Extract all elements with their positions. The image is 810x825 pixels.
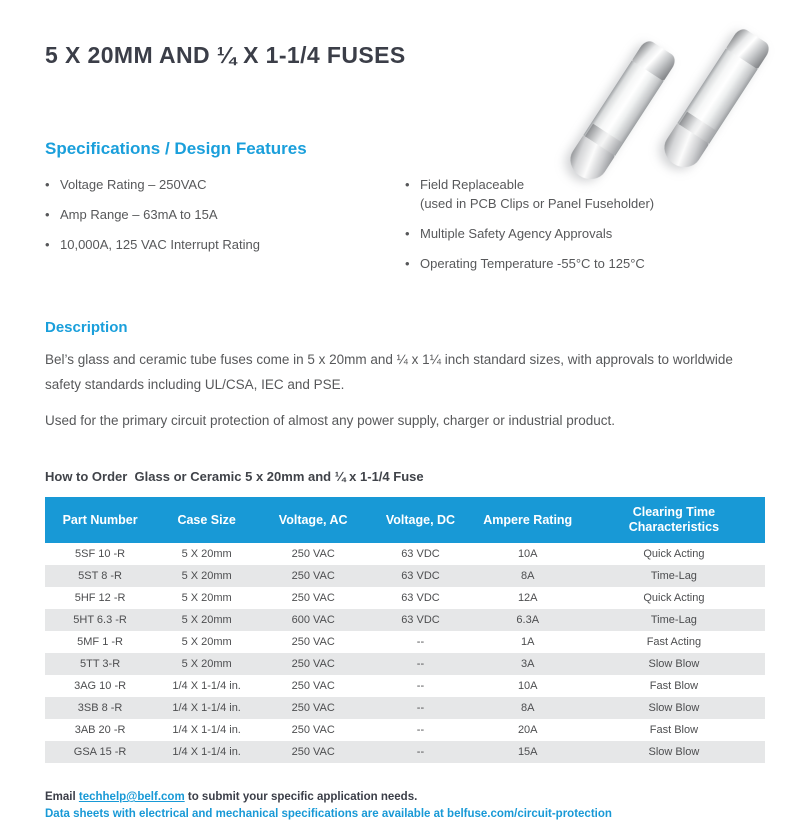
cell-voltage-ac: 250 VAC: [291, 702, 335, 714]
cell-case-size: 5 X 20mm: [181, 658, 232, 670]
spec-item: [45, 205, 405, 224]
order-table-body: [45, 543, 765, 763]
cell-case-size: 5 X 20mm: [181, 614, 232, 626]
spec-item-label: 10,000A, 125 VAC Interrupt Rating: [60, 237, 260, 252]
cell-part-number: 5HT 6.3 -R: [73, 614, 127, 626]
fuse-glass-body: [583, 61, 663, 156]
cell-voltage-ac: 250 VAC: [291, 746, 335, 758]
cell-voltage-ac: 600 VAC: [291, 614, 335, 626]
table-row: [45, 565, 765, 587]
cell-case-size: 1/4 X 1-1/4 in.: [172, 680, 241, 692]
cell-part-number: 5HF 12 -R: [74, 592, 126, 604]
spec-item-label: Multiple Safety Agency Approvals: [420, 226, 613, 241]
order-table: [45, 497, 765, 763]
cell-clearing-time: Slow Blow: [648, 746, 700, 758]
cell-clearing-time: Quick Acting: [643, 548, 705, 560]
cell-case-size: 5 X 20mm: [181, 592, 232, 604]
cell-case-size: 1/4 X 1-1/4 in.: [172, 746, 241, 758]
datasheet-note-line: [45, 806, 765, 823]
order-table-heading: How to Order Glass or Ceramic 5 x 20mm and ¼ x 1-1/4 Fuse: [45, 469, 424, 484]
cell-voltage-dc: --: [416, 658, 425, 670]
column-header-case-size: Case Size: [155, 497, 258, 543]
cell-part-number: 5TT 3-R: [80, 658, 121, 670]
page-footer: [45, 789, 765, 823]
glass-fuse-image-right: [658, 26, 773, 174]
spec-item-line2: (used in PCB Clips or Panel Fuseholder): [420, 196, 655, 211]
cell-part-number: 5ST 8 -R: [78, 570, 122, 582]
cell-voltage-dc: --: [416, 636, 425, 648]
fuse-product-photo: [558, 20, 810, 198]
table-row: [45, 719, 765, 741]
bullet-icon: •: [405, 226, 410, 241]
spec-item-label: Voltage Rating – 250VAC: [60, 177, 207, 192]
glass-fuse-image-left: [564, 38, 679, 186]
spec-column-left: [45, 175, 405, 284]
spec-item-line1: Field Replaceable: [420, 177, 525, 192]
cell-clearing-time: Time-Lag: [650, 614, 697, 626]
email-line: [45, 789, 765, 806]
table-row: [45, 675, 765, 697]
cell-voltage-dc: --: [416, 746, 425, 758]
cell-case-size: 1/4 X 1-1/4 in.: [172, 702, 241, 714]
email-suffix: to submit your specific application needs.: [184, 791, 418, 803]
cell-case-size: 5 X 20mm: [181, 636, 232, 648]
specifications-heading: Specifications / Design Features: [45, 139, 307, 158]
table-row: [45, 543, 765, 565]
cell-voltage-dc: 63 VDC: [401, 570, 440, 582]
header-row: [45, 497, 765, 543]
email-prefix: Email: [45, 791, 79, 803]
cell-ampere-rating: 15A: [517, 746, 538, 758]
table-row: [45, 653, 765, 675]
cell-clearing-time: Slow Blow: [648, 658, 700, 670]
cell-voltage-ac: 250 VAC: [291, 658, 335, 670]
column-header-ampere-rating: Ampere Rating: [473, 497, 583, 543]
cell-case-size: 5 X 20mm: [181, 548, 232, 560]
cell-part-number: 5MF 1 -R: [77, 636, 123, 648]
cell-ampere-rating: 6.3A: [516, 614, 540, 626]
column-header-part-number: Part Number: [45, 497, 155, 543]
cell-ampere-rating: 1A: [521, 636, 535, 648]
fuse-glass-body: [677, 49, 757, 144]
cell-clearing-time: Time-Lag: [650, 570, 697, 582]
cell-case-size: 5 X 20mm: [181, 570, 232, 582]
bullet-icon: •: [45, 237, 50, 252]
cell-part-number: GSA 15 -R: [73, 746, 127, 758]
spec-item: [45, 175, 405, 194]
cell-case-size: 1/4 X 1-1/4 in.: [172, 724, 241, 736]
cell-clearing-time: Fast Blow: [649, 680, 699, 692]
cell-ampere-rating: 10A: [517, 548, 538, 560]
spec-item: [405, 254, 765, 273]
column-header-clearing-time: Clearing Time Characteristics: [583, 497, 765, 543]
table-row: [45, 697, 765, 719]
cell-part-number: 3AG 10 -R: [74, 680, 127, 692]
cell-ampere-rating: 12A: [517, 592, 538, 604]
cell-voltage-dc: --: [416, 702, 425, 714]
cell-voltage-dc: 63 VDC: [401, 548, 440, 560]
description-paragraph: Bel’s glass and ceramic tube fuses come in 5 x 20mm and ¼ x 1¼ inch standard sizes, with approvals to worldwide safety standards including UL/CSA, IEC and PSE.: [45, 352, 733, 392]
bullet-icon: •: [45, 207, 50, 222]
datasheet-prefix: Data sheets with electrical and mechanical specifications are available at: [45, 808, 448, 820]
cell-ampere-rating: 20A: [517, 724, 538, 736]
bullet-icon: •: [405, 256, 410, 271]
spec-item-label: Amp Range – 63mA to 15A: [60, 207, 218, 222]
table-row: [45, 609, 765, 631]
cell-ampere-rating: 3A: [521, 658, 535, 670]
column-header-voltage-dc: Voltage, DC: [368, 497, 472, 543]
cell-voltage-ac: 250 VAC: [291, 680, 335, 692]
page-title: 5 X 20MM AND ¼ X 1-1/4 FUSES: [45, 42, 406, 68]
bullet-icon: •: [405, 177, 410, 192]
column-header-voltage-ac: Voltage, AC: [258, 497, 368, 543]
cell-clearing-time: Fast Blow: [649, 724, 699, 736]
bullet-icon: •: [45, 177, 50, 192]
cell-voltage-dc: --: [416, 680, 425, 692]
cell-voltage-ac: 250 VAC: [291, 570, 335, 582]
datasheet-link[interactable]: belfuse.com/circuit-protection: [447, 808, 612, 820]
cell-ampere-rating: 8A: [521, 702, 535, 714]
cell-voltage-ac: 250 VAC: [291, 636, 335, 648]
cell-voltage-dc: 63 VDC: [401, 592, 440, 604]
order-table-header: [45, 497, 765, 543]
description-heading: Description: [45, 319, 128, 336]
cell-voltage-ac: 250 VAC: [291, 724, 335, 736]
cell-ampere-rating: 10A: [517, 680, 538, 692]
cell-part-number: 5SF 10 -R: [75, 548, 126, 560]
cell-ampere-rating: 8A: [521, 570, 535, 582]
spec-item-label: Operating Temperature -55°C to 125°C: [420, 256, 645, 271]
table-row: [45, 587, 765, 609]
table-row: [45, 631, 765, 653]
cell-voltage-dc: 63 VDC: [401, 614, 440, 626]
cell-clearing-time: Slow Blow: [648, 702, 700, 714]
cell-clearing-time: Quick Acting: [643, 592, 705, 604]
cell-part-number: 3AB 20 -R: [74, 724, 126, 736]
cell-part-number: 3SB 8 -R: [77, 702, 123, 714]
cell-voltage-ac: 250 VAC: [291, 592, 335, 604]
table-row: [45, 741, 765, 763]
email-link[interactable]: techhelp@belf.com: [78, 791, 185, 803]
cell-clearing-time: Fast Acting: [646, 636, 702, 648]
spec-item: [45, 235, 405, 254]
description-paragraph: Used for the primary circuit protection of almost any power supply, charger or industrial product.: [45, 413, 615, 428]
cell-voltage-dc: --: [416, 724, 425, 736]
cell-voltage-ac: 250 VAC: [291, 548, 335, 560]
spec-item: [405, 224, 765, 243]
